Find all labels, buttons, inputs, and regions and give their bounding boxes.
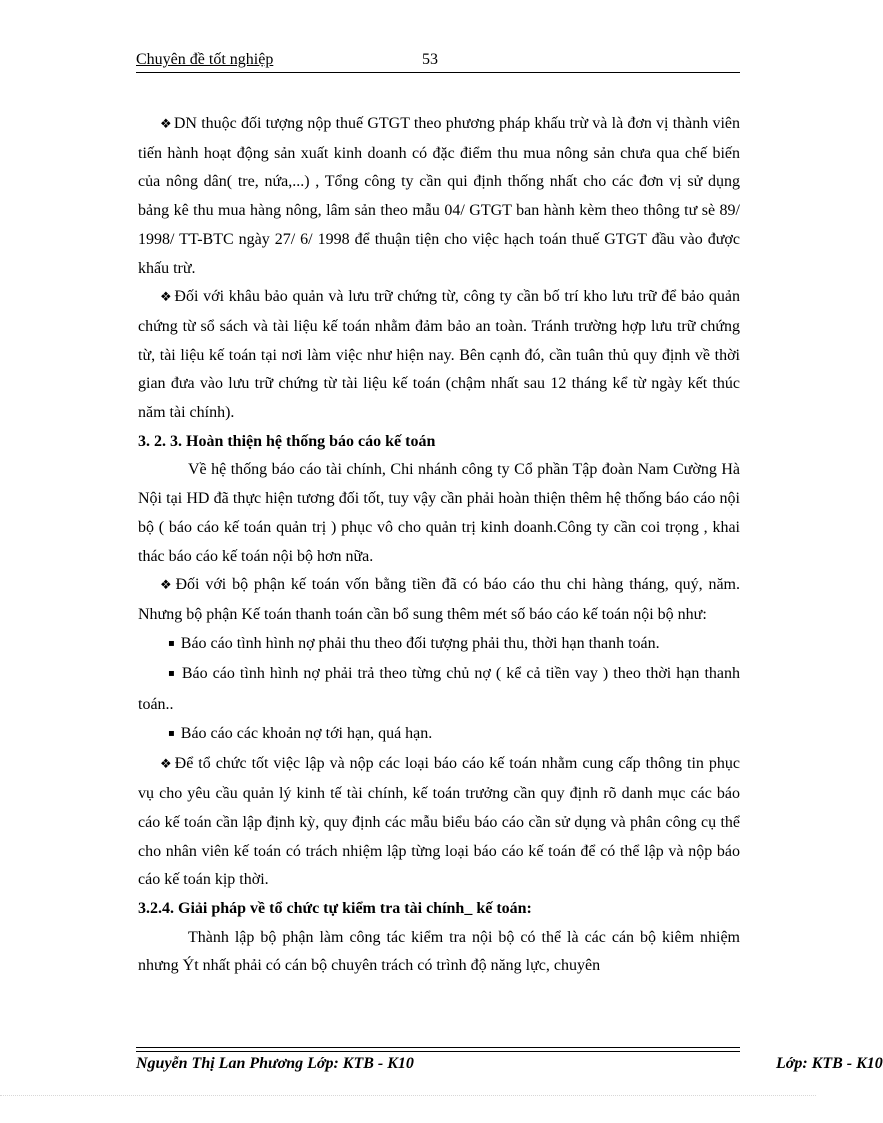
page-header xyxy=(136,50,740,73)
page-body xyxy=(138,110,740,981)
document-title: Chuyên đề tốt nghiệp xyxy=(136,51,274,68)
square-bullet-icon: ▪ xyxy=(168,637,175,649)
square-bullet-icon: ▪ xyxy=(168,727,175,739)
diamond-bullet-icon: ❖ xyxy=(160,757,173,773)
paragraph-storage: ❖ Đối với khâu bảo quản và lưu trữ chứng từ, công ty cần bố trí kho lưu trữ để bảo quản chứng từ sổ sách và tài liệu kế toán nhằm đảm bảo an toàn. Tránh trường hợp lưu trữ chứng từ, tài liệu kế toán tại nơi làm việc như hiện nay. Bên cạnh đó, cần tuân thủ quy định về thời gian đưa vào lưu trữ chứng từ tài liệu kế toán (chậm nhất sau 12 tháng kể từ ngày kết thúc năm tài chính). xyxy=(138,288,740,422)
square-bullet-icon: ▪ xyxy=(168,668,176,680)
diamond-bullet-icon: ❖ xyxy=(160,290,173,306)
diamond-bullet-icon: ❖ xyxy=(160,578,174,594)
section-heading-3-2-3: 3. 2. 3. Hoàn thiện hệ thống báo cáo kế toán xyxy=(138,432,436,450)
page-number: 53 xyxy=(422,51,438,68)
diamond-bullet-icon: ❖ xyxy=(160,117,172,132)
page-footer xyxy=(136,1055,883,1077)
bullet-receivables: ▪ Báo cáo tình hình nợ phải thu theo đối tượng phải thu, thời hạn thanh toán. xyxy=(168,634,660,652)
footer-divider xyxy=(136,1047,740,1052)
paragraph-gtgt: ❖ DN thuộc đối tượng nộp thuế GTGT theo phương pháp khấu trừ và là đơn vị thành viên tiến hành hoạt động sản xuất kinh doanh có đặc điểm thu mua nông sản chưa qua chế biến của nông dân( tre, nứa,...) , Tổng công ty cần qui định thống nhất cho các đơn vị sử dụng bảng kê thu mua hàng nông, lâm sản theo mẫu 04/ GTGT ban hành kèm theo thông tư sè 89/ 1998/ TT-BTC ngày 27/ 6/ 1998 để thuận tiện cho việc hạch toán thuế GTGT đầu vào được khấu trừ. xyxy=(138,115,741,277)
footer-author: Nguyễn Thị Lan Phương Lớp: KTB - K10 xyxy=(136,1055,414,1072)
paragraph-cash-accounting: ❖ Đối với bộ phận kế toán vốn bằng tiền đã có báo cáo thu chi hàng tháng, quý, năm. Nhưng bộ phận Kế toán thanh toán cần bổ sung thêm mét số báo cáo kế toán nội bộ như: xyxy=(138,576,740,623)
paragraph-reporting-organization: ❖ Để tổ chức tốt việc lập và nộp các loại báo cáo kế toán nhằm cung cấp thông tin phục vụ cho yêu cầu quản lý kinh tế tài chính, kế toán trưởng cần quy định rõ danh mục các báo cáo kế toán cần lập định kỳ, quy định các mẫu biểu báo cáo cần sử dụng và phân công cụ thể cho nhân viên kế toán có trách nhiệm lập từng loại báo cáo kế toán để có thể lập và nộp báo cáo kế toán kịp thời. xyxy=(138,755,741,889)
section-heading-3-2-4: 3.2.4. Giải pháp về tổ chức tự kiểm tra tài chính_ kế toán: xyxy=(138,899,532,917)
page-bottom-edge xyxy=(0,1095,816,1096)
paragraph-internal-audit: Thành lập bộ phận làm công tác kiểm tra nội bộ có thể là các cán bộ kiêm nhiệm nhưng Ýt nhất phải có cán bộ chuyên trách có trình độ năng lực, chuyên xyxy=(138,928,740,975)
bullet-payables: ▪ Báo cáo tình hình nợ phải trả theo từng chủ nợ ( kể cả tiền vay ) theo thời hạn thanh toán.. xyxy=(138,665,740,714)
footer-class-label: Lớp: KTB - K10 xyxy=(776,1055,883,1072)
paragraph-report-system: Về hệ thống báo cáo tài chính, Chi nhánh công ty Cổ phần Tập đoàn Nam Cường Hà Nội tại HD đã thực hiện tương đối tốt, tuy vậy cần phải hoàn thiện thêm hệ thống báo cáo nội bộ ( báo cáo kế toán quản trị ) phục vô cho quản trị kinh doanh.Công ty cần coi trọng , khai thác báo cáo kế toán nội bộ hơn nữa. xyxy=(138,461,740,565)
bullet-overdue: ▪ Báo cáo các khoản nợ tới hạn, quá hạn. xyxy=(168,724,433,742)
